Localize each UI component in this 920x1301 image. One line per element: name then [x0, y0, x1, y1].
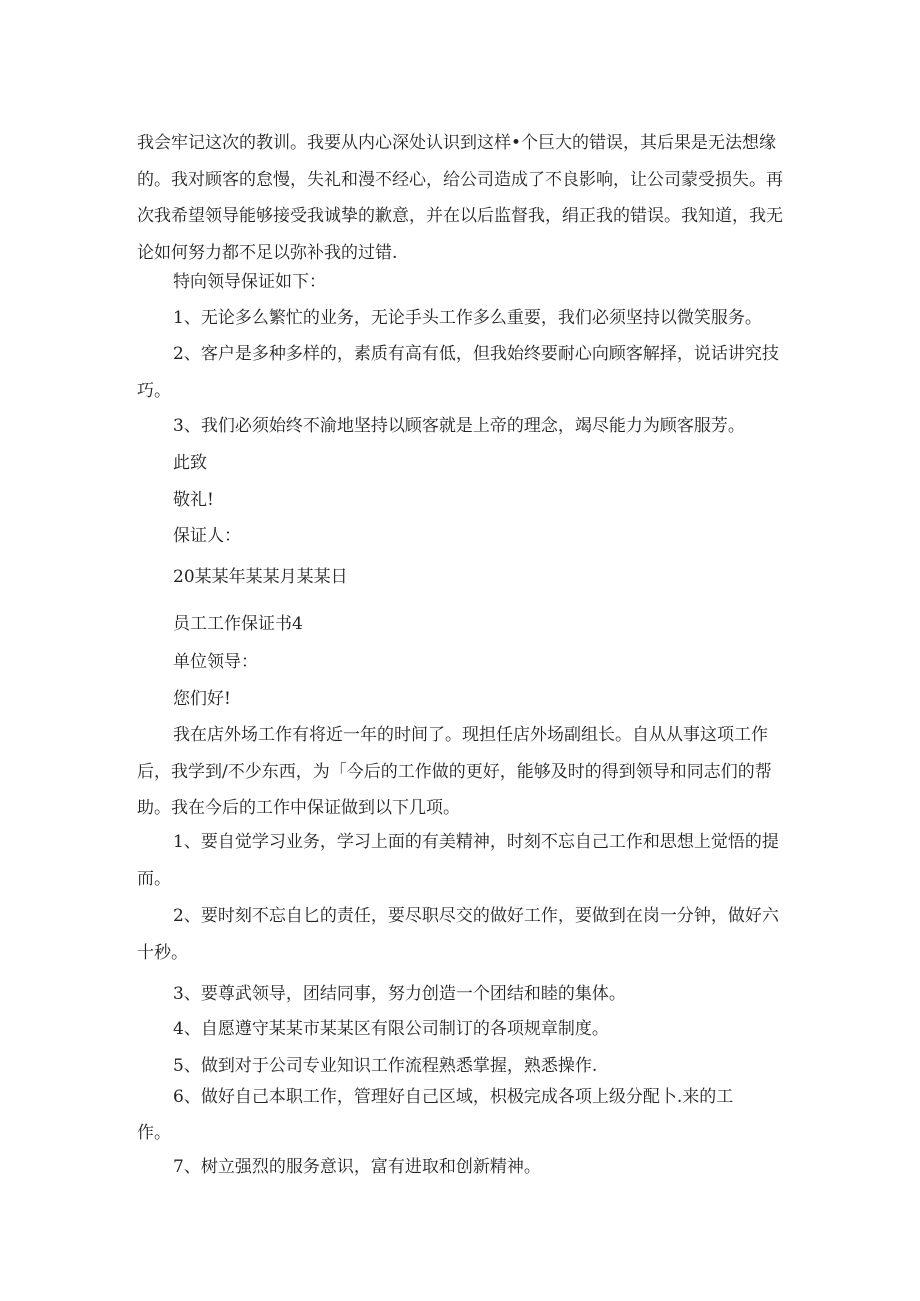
date-line: 20某某年某某月某某日 [173, 567, 348, 587]
intro-paragraph: 我会牢记这次的教训。我要从内心深处认识到这样•个巨大的错误，其后果是无法想缘的。我对顾客的怠慢，失礼和漫不经心，给公司造成了不良影响，让公司蒙受损失。再次我希望领导能够接受我诚挚的歉意，并在以后监督我，绢正我的错误。我知道，我无论如何努力都不足以弥补我的过错. [137, 133, 783, 263]
list-b-item-7: 7、树立强烈的服务意识，富有进取和创新精神。 [173, 1157, 541, 1177]
list-b-item-2: 2、要时刻不忘自匕的责任，要尽职尽交的做好工作，要做到在岗一分钟，做好六十秒。 [137, 906, 779, 963]
list-b-item-6-cont: 作。 [137, 1123, 171, 1143]
salutation: 单位领导： [173, 652, 258, 672]
closing-line-1: 此致 [173, 453, 207, 473]
list-b-item-5: 5、做到对于公司专业知识工作流程熟悉掌握，熟悉操作. [173, 1056, 598, 1076]
closing-line-2: 敬礼! [173, 490, 214, 510]
list-b-item-3: 3、要尊武领导，团结同事，努力创造一个团结和睦的集体。 [173, 984, 626, 1004]
signer-label: 保证人： [173, 526, 241, 546]
greeting: 您们好! [173, 689, 231, 709]
list-b-item-1: 1、要自觉学习业务，学习上面的有美精神，时刻不忘自己工作和思想上觉悟的提而。 [137, 832, 779, 889]
list-a-item-3: 3、我们必须始终不渝地坚持以顾客就是上帝的理念，竭尽能力为顾客服芳。 [173, 416, 745, 436]
list-a-item-2: 2、客户是多种多样的，素质有高有低，但我始终要耐心向顾客解择，说话讲究技巧。 [137, 344, 779, 401]
list-a-item-1: 1、无论多么繁忙的业务，无论手头工作多么重要，我们必须坚持以微笑服务。 [173, 308, 762, 328]
list-b-item-6: 6、做好自己本职工作，管理好自己区域，枳极完成各项上级分配卜.来的工 [173, 1087, 734, 1107]
guarantee-heading: 特向领导保证如下： [173, 272, 326, 292]
body-paragraph: 我在店外场工作有将近一年的时间了。现担任店外场副组长。自从从事这项工作后，我学到/不少东西，为「今后的工作做的更好，能够及时的得到领导和同志们的帮助。我在今后的工作中保证做到以下几项。 [137, 725, 772, 818]
list-b-item-4: 4、自愿遵守某某市某某区有限公司制订的各项规章制度。 [173, 1019, 609, 1039]
section-title: 员工工作保证书4 [173, 614, 303, 634]
